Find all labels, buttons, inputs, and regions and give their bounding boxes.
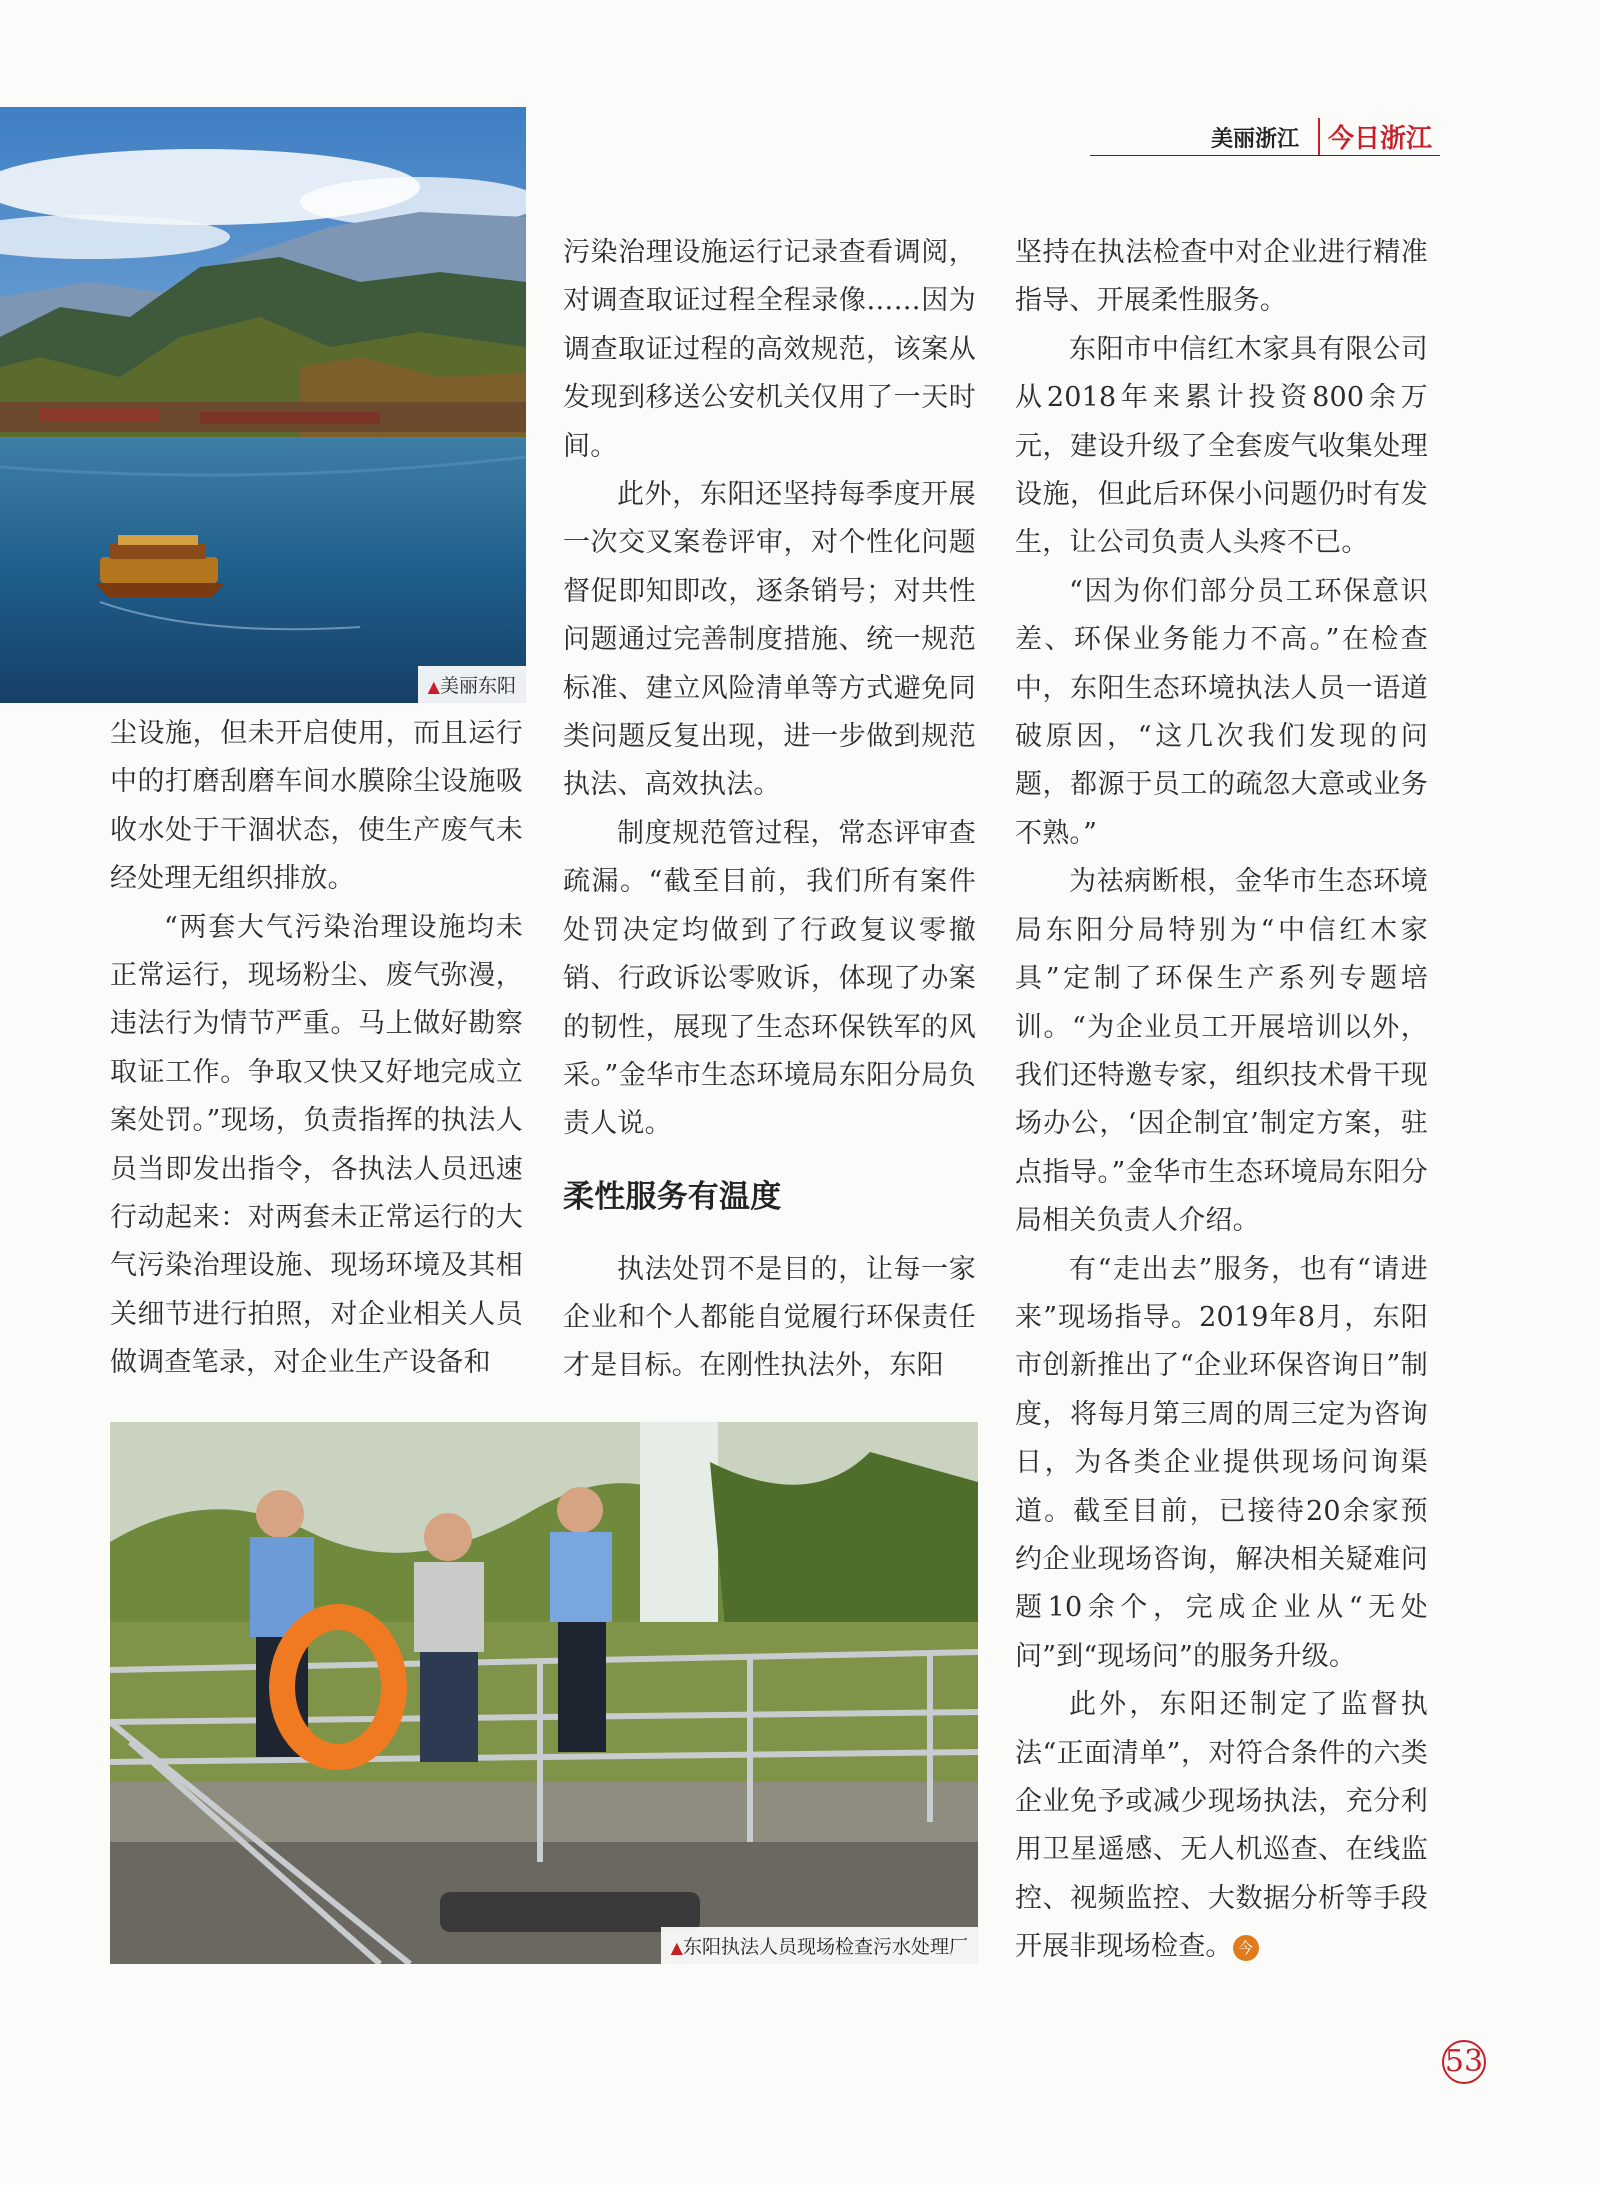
paragraph: 污染治理设施运行记录查看调阅，对调查取证过程全程录像……因为调查取证过程的高效规范，该案从发现到移送公安机关仅用了一天时间。: [563, 237, 976, 462]
paragraph: 有“走出去”服务，也有“请进来”现场指导。2019年8月，东阳市创新推出了“企业环保咨询日”制度，将每月第三周的周三定为咨询日，为各类企业提供现场问询渠道。截至目前，已接待20余家预约企业现场咨询，解决相关疑难问题10余个，完成企业从“无处问”到“现场问”的服务升级。: [1015, 1253, 1428, 1672]
paragraph: 尘设施，但未开启使用，而且运行中的打磨刮磨车间水膜除尘设施吸收水处于干涸状态，使生产废气未经处理无组织排放。: [110, 718, 523, 895]
page-number: 53: [1442, 2040, 1486, 2084]
paragraph: “因为你们部分员工环保意识差、环保业务能力不高。”在检查中，东阳生态环境执法人员一语道破原因，“这几次我们发现的问题，都源于员工的疏忽大意或业务不熟。”: [1015, 575, 1428, 849]
caption-triangle-icon: ▲: [670, 1938, 683, 1957]
section-name: 美丽浙江: [1205, 122, 1305, 153]
landscape-illustration: [0, 107, 526, 703]
text-column-3: [1015, 229, 1428, 1972]
header-rule: [1090, 155, 1440, 156]
paragraph: 此外，东阳还坚持每季度开展一次交叉案卷评审，对个性化问题督促即知即改，逐条销号；对共性问题通过完善制度措施、统一规范标准、建立风险清单等方式避免同类问题反复出现，进一步做到规范执法、高效执法。: [563, 479, 976, 801]
paragraph: “两套大气污染治理设施均未正常运行，现场粉尘、废气弥漫，违法行为情节严重。马上做好勘察取证工作。争取又快又好地完成立案处罚。”现场，负责指挥的执法人员当即发出指令，各执法人员迅速行动起来：对两套未正常运行的大气污染治理设施、现场环境及其相关细节进行拍照，对企业相关人员做调查笔录，对企业生产设备和: [110, 911, 523, 1379]
paragraph: 为祛病断根，金华市生态环境局东阳分局特别为“中信红木家具”定制了环保生产系列专题培训。“为企业员工开展培训以外，我们还特邀专家，组织技术骨干现场办公，‘因企制宜’制定方案，驻点指导。”金华市生态环境局东阳分局相关负责人介绍。: [1015, 866, 1428, 1237]
paragraph: [1015, 1681, 1428, 1971]
paragraph: 执法处罚不是目的，让每一家企业和个人都能自觉履行环保责任才是目标。在刚性执法外，东阳: [563, 1253, 976, 1382]
inspection-illustration: [110, 1422, 978, 1964]
caption-triangle-icon: ▲: [427, 677, 440, 696]
inspection-photo: [110, 1422, 978, 1964]
paragraph: 坚持在执法检查中对企业进行精准指导、开展柔性服务。: [1015, 237, 1428, 317]
photo-caption: [418, 666, 526, 703]
tour-boat-icon: [95, 535, 225, 597]
text-column-1: [110, 710, 523, 1388]
text-column-2: [563, 229, 976, 1391]
photo-caption: [661, 1927, 978, 1964]
paragraph: 制度规范管过程，常态评审查疏漏。“截至目前，我们所有案件处罚决定均做到了行政复议零撤销、行政诉讼零败诉，体现了办案的韧性，展现了生态环保铁军的风采。”金华市生态环境局东阳分局负责人说。: [563, 817, 976, 1140]
paragraph-text: 此外，东阳还制定了监督执法“正面清单”，对符合条件的六类企业免予或减少现场执法，充分利用卫星遥感、无人机巡查、在线监控、视频监控、大数据分析等手段开展非现场检查。: [1015, 1689, 1428, 1963]
caption-text: 东阳执法人员现场检查污水处理厂: [682, 1936, 968, 1958]
page-header: [1090, 120, 1440, 156]
end-mark-icon: 今: [1233, 1935, 1259, 1961]
magazine-logo: 今日浙江: [1318, 118, 1434, 155]
section-heading: 柔性服务有温度: [563, 1178, 782, 1215]
landscape-photo: [0, 107, 526, 703]
caption-text: 美丽东阳: [439, 675, 516, 697]
paragraph: 东阳市中信红木家具有限公司从2018年来累计投资800余万元，建设升级了全套废气收集处理设施，但此后环保小问题仍时有发生，让公司负责人头疼不已。: [1015, 333, 1428, 559]
